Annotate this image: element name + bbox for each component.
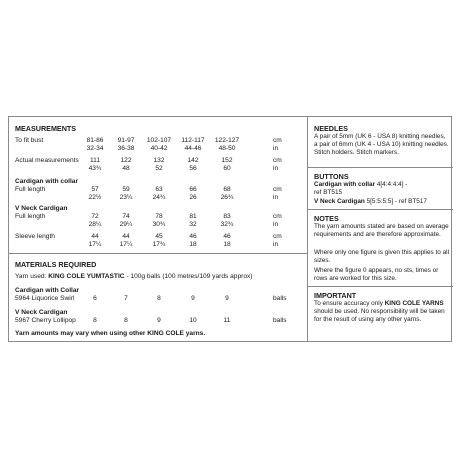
size-value-cell: 43¾ — [88, 165, 102, 172]
section-divider — [308, 167, 453, 168]
buttons-heading: BUTTONS — [314, 172, 349, 181]
size-value-cell: 17¾ — [152, 241, 166, 248]
sleeve-length-label: Sleeve length — [15, 233, 55, 240]
materials-collar-heading: Cardigan with Collar — [15, 287, 80, 294]
size-value-cell: 52 — [155, 165, 163, 172]
size-value-cell: 11 — [223, 317, 231, 324]
pattern-info-panel — [8, 116, 452, 342]
size-value-cell: 68 — [223, 186, 231, 193]
size-value-cell: 8 — [124, 317, 128, 324]
buttons-collar-ref: ref BT515 — [314, 189, 343, 197]
size-value-cell: 132 — [153, 157, 165, 164]
unit-cm: cm — [273, 186, 282, 193]
needles-heading: NEEDLES — [314, 124, 348, 133]
size-value-cell: 18 — [223, 241, 231, 248]
size-value-cell: 7 — [124, 295, 128, 302]
size-value-cell: 9 — [225, 295, 229, 302]
size-value-cell: 17¼ — [88, 241, 102, 248]
size-value-cell: 32¾ — [220, 221, 234, 228]
unit-in: in — [273, 221, 279, 228]
balls-unit: balls — [273, 317, 287, 324]
size-value-cell: 32 — [189, 221, 197, 228]
size-value-cell: 36-38 — [117, 145, 135, 152]
buttons-vneck-counts: 5[5:5:5:5] - ref BT517 — [364, 198, 427, 205]
unit-in: in — [273, 165, 279, 172]
size-value-cell: 6 — [93, 295, 97, 302]
important-heading: IMPORTANT — [314, 291, 357, 300]
needles-buttons-notes — [308, 117, 453, 341]
size-value-cell: 9 — [191, 295, 195, 302]
yarn-footnote: Yarn amounts may vary when using other KING COLE yarns. — [15, 330, 206, 337]
collar-cardigan-heading: Cardigan with collar — [15, 178, 79, 185]
size-value-cell: 26 — [189, 194, 197, 201]
notes-p3: Where the figure 0 appears, no sts, times or rows are worked for this size. — [314, 267, 439, 283]
important-prefix: To ensure accuracy only — [314, 300, 385, 307]
size-value-cell: 78 — [155, 213, 163, 220]
section-divider — [308, 286, 453, 287]
important-suffix: should be used. No responsibility will be taken for the result of using any other yarns. — [314, 308, 445, 324]
notes-p2: Where only one figure is given this applies to all sizes. — [314, 249, 449, 265]
yarn-used-line — [15, 273, 252, 281]
size-value-cell: 48 — [122, 165, 130, 172]
size-value-cell: 66 — [189, 186, 197, 193]
size-value-cell: 44-46 — [184, 145, 202, 152]
measurements-and-materials — [9, 117, 307, 341]
notes-p1: The yarn amounts stated are based on average requirements and are therefore approximate. — [314, 223, 449, 239]
size-value-cell: 44 — [91, 233, 99, 240]
size-value-cell: 81 — [189, 213, 197, 220]
size-value-cell: 112-117 — [181, 137, 205, 144]
buttons-collar-label: Cardigan with collar — [314, 181, 376, 188]
to-fit-bust-label: To fit bust — [15, 137, 44, 144]
size-value-cell: 72 — [91, 213, 99, 220]
unit-cm: cm — [273, 213, 282, 220]
size-value-cell: 18 — [189, 241, 197, 248]
size-value-cell: 63 — [155, 186, 163, 193]
section-divider — [308, 209, 453, 210]
size-value-cell: 17¼ — [119, 241, 133, 248]
size-value-cell: 91-97 — [117, 137, 135, 144]
size-value-cell: 122 — [120, 157, 132, 164]
unit-cm: cm — [273, 233, 282, 240]
actual-measurements-label: Actual measurements — [15, 157, 79, 164]
size-value-cell: 30¾ — [152, 221, 166, 228]
unit-cm: cm — [273, 137, 282, 144]
size-value-cell: 83 — [223, 213, 231, 220]
size-value-cell: 152 — [221, 157, 233, 164]
size-value-cell: 59 — [122, 186, 130, 193]
size-value-cell: 8 — [93, 317, 97, 324]
size-value-cell: 26¾ — [220, 194, 234, 201]
size-value-cell: 23¼ — [119, 194, 133, 201]
size-value-cell: 74 — [122, 213, 130, 220]
buttons-collar — [314, 181, 450, 197]
size-value-cell: 142 — [187, 157, 199, 164]
size-value-cell: 102-107 — [146, 137, 172, 144]
size-value-cell: 46 — [189, 233, 197, 240]
size-value-cell: 81-86 — [86, 137, 104, 144]
section-divider — [9, 253, 307, 254]
size-value-cell: 56 — [189, 165, 197, 172]
size-value-cell: 40-42 — [150, 145, 168, 152]
size-value-cell: 122-127 — [214, 137, 240, 144]
size-value-cell: 60 — [223, 165, 231, 172]
size-value-cell: 9 — [157, 317, 161, 324]
balls-unit: balls — [273, 295, 287, 302]
size-value-cell: 32-34 — [86, 145, 104, 152]
materials-heading: MATERIALS REQUIRED — [15, 260, 97, 269]
size-value-cell: 22½ — [88, 194, 102, 201]
size-value-cell: 24¾ — [152, 194, 166, 201]
yarn-suffix: - 100g balls (100 metres/109 yards approx) — [124, 273, 253, 280]
important-text — [314, 300, 450, 325]
size-value-cell: 28¼ — [88, 221, 102, 228]
size-value-cell: 8 — [157, 295, 161, 302]
important-brand: KING COLE YARNS — [384, 300, 444, 307]
size-value-cell: 46 — [223, 233, 231, 240]
unit-cm: cm — [273, 157, 282, 164]
notes-heading: NOTES — [314, 214, 339, 223]
needles-text: A pair of 5mm (UK 6 - USA 8) knitting needles, a pair of 6mm (UK 4 - USA 10) knitting needles. Stitch holders. Stitch markers. — [314, 133, 449, 157]
collar-colour: 5964 Liquorice Swirl — [15, 295, 75, 302]
size-value-cell: 111 — [89, 157, 101, 164]
materials-vneck-heading: V Neck Cardigan — [15, 309, 68, 316]
size-value-cell: 48-50 — [218, 145, 236, 152]
size-value-cell: 57 — [91, 186, 99, 193]
size-value-cell: 10 — [189, 317, 197, 324]
unit-in: in — [273, 194, 279, 201]
unit-in: in — [273, 241, 279, 248]
measurements-heading: MEASUREMENTS — [15, 124, 77, 133]
vneck-full-length-label: Full length — [15, 213, 46, 220]
yarn-name: KING COLE YUMTASTIC — [48, 273, 125, 280]
size-value-cell: 29¼ — [119, 221, 133, 228]
collar-full-length-label: Full length — [15, 186, 46, 193]
buttons-collar-counts: 4[4:4:4:4] - — [375, 181, 408, 188]
buttons-vneck — [314, 198, 450, 206]
yarn-prefix: Yarn used: — [15, 273, 49, 280]
vneck-cardigan-heading: V Neck Cardigan — [15, 205, 68, 212]
size-value-cell: 44 — [122, 233, 130, 240]
buttons-vneck-label: V Neck Cardigan — [314, 198, 365, 205]
vneck-colour: 5967 Cherry Lollipop — [15, 317, 76, 324]
size-value-cell: 45 — [155, 233, 163, 240]
unit-in: in — [273, 145, 279, 152]
